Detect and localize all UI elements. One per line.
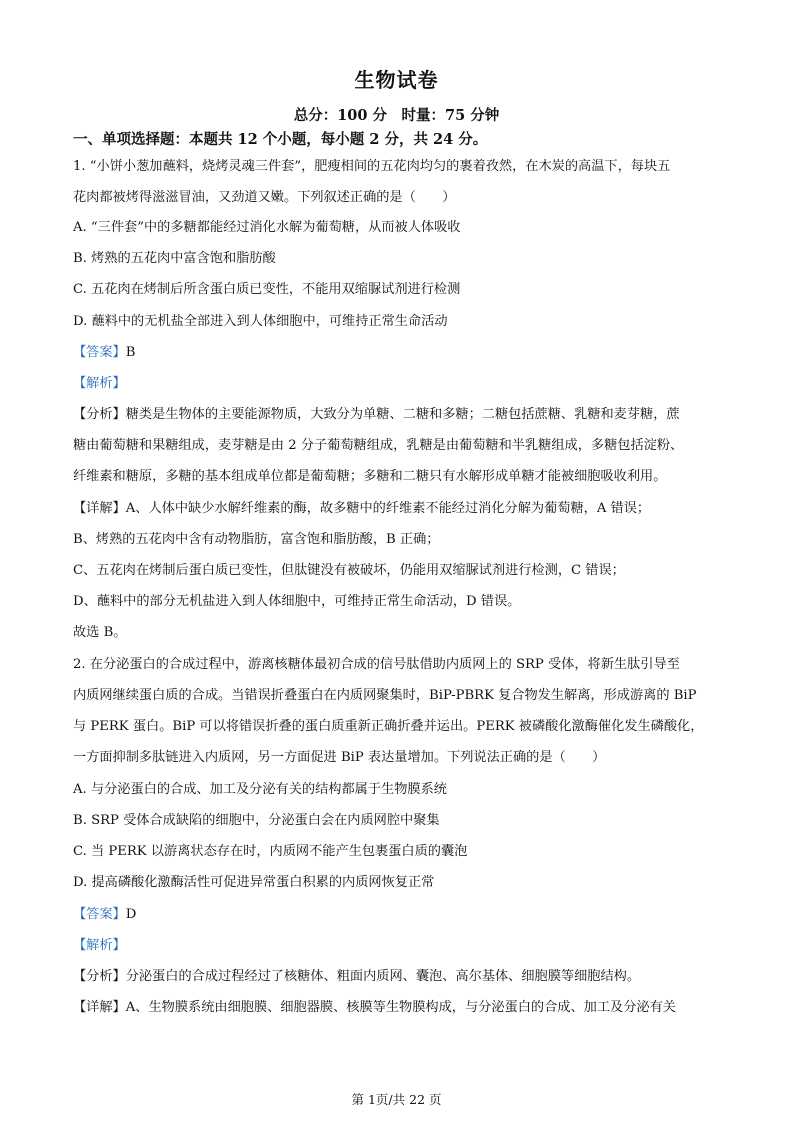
xiangjie-text: A、生物膜系统由细胞膜、细胞器膜、核膜等生物膜构成，与分泌蛋白的合成、加工及分泌有关 xyxy=(125,1000,676,1015)
q1-option-a: A. “三件套”中的多糖都能经过消化水解为葡萄糖，从而被人体吸收 xyxy=(73,220,461,235)
exam-title: 生物试卷 xyxy=(354,68,439,92)
q2-option-b: B. SRP 受体合成缺陷的细胞中，分泌蛋白会在内质网腔中聚集 xyxy=(73,813,440,828)
q2-option-d: D. 提高磷酸化激酶活性可促进异常蛋白积累的内质网恢复正常 xyxy=(73,875,435,890)
q2-option-a: A. 与分泌蛋白的合成、加工及分泌有关的结构都属于生物膜系统 xyxy=(73,782,447,797)
q2-option-c: C. 当 PERK 以游离状态存在时，内质网不能产生包裹蛋白质的囊泡 xyxy=(73,844,468,859)
q2-xiangjie-line-1 xyxy=(73,998,723,1018)
q1-fenxi-line-3: 纤维素和糖原，多糖的基本组成单位都是葡萄糖；多糖和二糖只有水解形成单糖才能被细胞吸收利用。 xyxy=(73,469,667,484)
q1-stem-line-1: 1. “小饼小葱加蘸料，烧烤灵魂三件套”，肥瘦相间的五花肉均匀的裹着孜然，在木炭的高温下，每块五 xyxy=(73,159,671,174)
q1-option-b: B. 烤熟的五花肉中富含饱和脂肪酸 xyxy=(73,251,276,266)
q2-analysis xyxy=(73,936,723,956)
q1-fenxi-line-1 xyxy=(73,405,723,425)
xiangjie-tag: 【详解】 xyxy=(73,501,126,516)
q1-analysis xyxy=(73,374,723,394)
q2-stem-line-4: 一方面抑制多肽链进入内质网，另一方面促进 BiP 表达量增加。下列说法正确的是（ ） xyxy=(73,750,606,765)
q1-option-c: C. 五花肉在烤制后所含蛋白质已变性，不能用双缩脲试剂进行检测 xyxy=(73,282,461,297)
fenxi-text: 糖类是生物体的主要能源物质，大致分为单糖、二糖和多糖；二糖包括蔗糖、乳糖和麦芽糖，蔗 xyxy=(125,407,680,422)
answer-value: D xyxy=(125,907,137,922)
fenxi-tag: 【分析】 xyxy=(73,969,126,984)
q2-stem-line-3: 与 PERK 蛋白。BiP 可以将错误折叠的蛋白质重新正确折叠并运出。PERK 被磷酸化激酶催化发生磷酸化， xyxy=(73,719,704,734)
q1-fenxi-line-2: 糖由葡萄糖和果糖组成，麦芽糖是由 2 分子葡萄糖组成，乳糖是由葡萄糖和半乳糖组成，多糖包括淀粉、 xyxy=(73,438,684,453)
q1-stem-line-2: 花肉都被烤得滋滋冒油，又劲道又嫩。下列叙述正确的是（ ） xyxy=(73,190,456,205)
q1-xiangjie-d: D、蘸料中的部分无机盐进入到人体细胞中，可维持正常生命活动，D 错误。 xyxy=(73,594,521,609)
q1-option-d: D. 蘸料中的无机盐全部进入到人体细胞中，可维持正常生命活动 xyxy=(73,314,448,329)
q2-fenxi-line-1 xyxy=(73,967,723,987)
q1-xiangjie-b: B、烤熟的五花肉中含有动物脂肪，富含饱和脂肪酸，B 正确； xyxy=(73,532,440,547)
q1-conclusion: 故选 B。 xyxy=(73,625,127,640)
fenxi-text: 分泌蛋白的合成过程经过了核糖体、粗面内质网、囊泡、高尔基体、细胞膜等细胞结构。 xyxy=(125,969,641,984)
q2-stem-line-2: 内质网继续蛋白质的合成。当错误折叠蛋白在内质网聚集时，BiP-PBRK 复合物发生解离，形成游离的 BiP xyxy=(73,688,697,703)
analysis-tag: 【解析】 xyxy=(73,376,126,391)
q1-xiangjie-a xyxy=(73,499,723,519)
xiangjie-tag: 【详解】 xyxy=(73,1000,126,1015)
answer-tag: 【答案】 xyxy=(73,345,126,360)
analysis-tag: 【解析】 xyxy=(73,938,126,953)
exam-subtitle: 总分：100 分 时量：75 分钟 xyxy=(293,107,500,124)
q2-answer xyxy=(73,905,723,925)
xiangjie-text: A、人体中缺少水解纤维素的酶，故多糖中的纤维素不能经过消化分解为葡萄糖，A 错误； xyxy=(125,501,651,516)
fenxi-tag: 【分析】 xyxy=(73,407,126,422)
answer-value: B xyxy=(125,345,136,360)
q2-stem-line-1: 2. 在分泌蛋白的合成过程中，游离核糖体最初合成的信号肽借助内质网上的 SRP 受体，将新生肽引导至 xyxy=(73,657,680,672)
q1-answer xyxy=(73,343,723,363)
page-footer: 第 1页/共 22 页 xyxy=(351,1092,442,1107)
q1-xiangjie-c: C、五花肉在烤制后蛋白质已变性，但肽键没有被破坏，仍能用双缩脲试剂进行检测，C 错误； xyxy=(73,563,625,578)
answer-tag: 【答案】 xyxy=(73,907,126,922)
section-heading: 一、单项选择题：本题共 12 个小题，每小题 2 分，共 24 分。 xyxy=(73,131,488,148)
